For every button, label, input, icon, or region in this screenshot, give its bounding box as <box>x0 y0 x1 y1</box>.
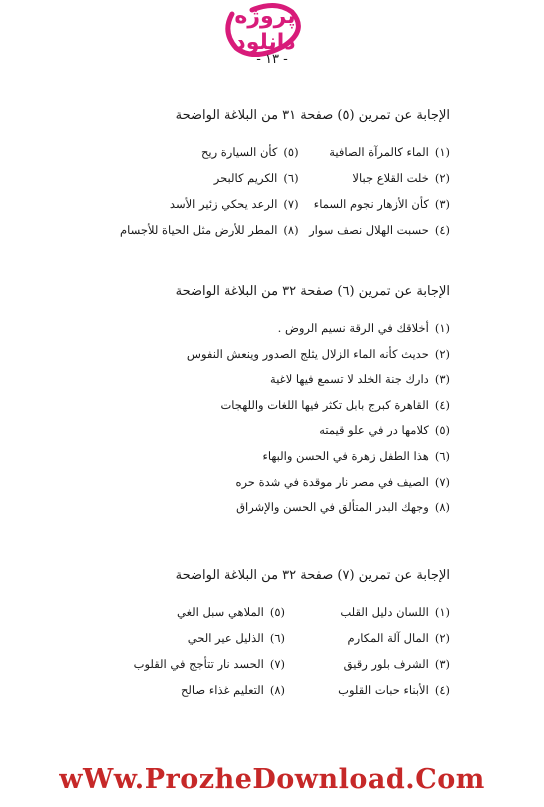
item-number: (٥) <box>283 145 299 159</box>
list-item <box>120 629 285 647</box>
list-item <box>120 655 285 673</box>
list-item <box>120 681 285 699</box>
list-item <box>285 629 450 647</box>
list-item <box>120 169 299 187</box>
list-item <box>299 221 450 239</box>
item-number: (٤) <box>434 223 450 237</box>
list-item <box>299 143 450 161</box>
item-number: (٧) <box>283 197 299 211</box>
list-item <box>120 370 450 389</box>
footer-url[interactable]: wWw.ProzheDownload.Com <box>59 764 485 795</box>
item-number: (٧) <box>434 474 450 489</box>
item-text: المال آلة المكارم <box>347 631 429 645</box>
item-text: الأبناء حبات القلوب <box>338 683 429 697</box>
item-number: (٦) <box>269 631 285 645</box>
item-text: الكريم كالبحر <box>213 171 278 185</box>
item-text: وجهك البدر المتألق في الحسن والإشراق <box>236 500 429 515</box>
item-text: الصيف في مصر نار موقدة في شدة حره <box>235 474 429 489</box>
item-text: هذا الطفل زهرة في الحسن والبهاء <box>262 448 429 463</box>
list-item <box>285 655 450 673</box>
list-item <box>120 221 299 239</box>
item-number: (٥) <box>434 423 450 438</box>
item-text: خلت القلاع جبالا <box>352 171 429 185</box>
list-item <box>120 498 450 517</box>
item-text: الذليل عير الحي <box>187 631 264 645</box>
item-text: الحسد نار تتأجج في القلوب <box>133 657 264 671</box>
list-item <box>299 169 450 187</box>
item-number: (٤) <box>434 683 450 697</box>
item-text: حسبت الهلال نصف سوار <box>309 223 429 237</box>
item-text: حديث كأنه الماء الزلال يثلج الصدور وينعش النفوس <box>186 346 429 361</box>
logo-line-1: پروژه <box>234 4 296 29</box>
list-item <box>299 195 450 213</box>
section-heading: الإجابة عن تمرين (٥) صفحة ٣١ من البلاغة الواضحة <box>175 108 450 123</box>
answer-section-3 <box>120 568 450 699</box>
item-number: (٣) <box>434 197 450 211</box>
page-number: - ١٣ - <box>256 52 288 67</box>
list-item <box>120 143 299 161</box>
item-number: (٢) <box>434 171 450 185</box>
list-item <box>120 396 450 415</box>
item-number: (٢) <box>434 631 450 645</box>
section-heading: الإجابة عن تمرين (٧) صفحة ٣٢ من البلاغة الواضحة <box>175 568 450 583</box>
list-item <box>120 447 450 466</box>
item-number: (٤) <box>434 397 450 412</box>
list-item <box>120 473 450 492</box>
item-number: (٢) <box>434 346 450 361</box>
item-number: (٣) <box>434 372 450 387</box>
list-item <box>120 195 299 213</box>
item-text: الشرف بلور رقيق <box>343 657 429 671</box>
item-number: (٦) <box>434 448 450 463</box>
list-item <box>120 319 450 338</box>
item-number: (٦) <box>283 171 299 185</box>
item-text: الماء كالمرآة الصافية <box>329 145 429 159</box>
item-text: دارك جنة الخلد لا تسمع فيها لاغية <box>270 372 429 387</box>
logo-line-2: دانلود <box>234 30 296 55</box>
item-text: كلامها در في علو قيمته <box>319 423 429 438</box>
item-number: (٧) <box>269 657 285 671</box>
list-item <box>120 603 285 621</box>
item-number: (٨) <box>434 500 450 515</box>
answer-section-1 <box>120 108 450 239</box>
item-text: الملاهي سبل الغي <box>176 605 264 619</box>
item-number: (٥) <box>269 605 285 619</box>
list-item <box>120 421 450 440</box>
item-text: القاهرة كبرج بابل تكثر فيها اللغات واللهجات <box>220 397 429 412</box>
answer-section-2 <box>120 284 450 524</box>
item-text: كأن الأزهار نجوم السماء <box>313 197 429 211</box>
item-text: الرعد يحكي زئير الأسد <box>169 197 278 211</box>
item-text: التعليم غذاء صالح <box>181 683 264 697</box>
list-item <box>120 345 450 364</box>
list-item <box>285 681 450 699</box>
list-item <box>285 603 450 621</box>
section-heading: الإجابة عن تمرين (٦) صفحة ٣٢ من البلاغة الواضحة <box>175 284 450 299</box>
item-number: (١) <box>434 321 450 335</box>
item-text: اللسان دليل القلب <box>340 605 429 619</box>
item-text: كأن السيارة ريح <box>200 145 278 159</box>
item-number: (٣) <box>434 657 450 671</box>
item-text: المطر للأرض مثل الحياة للأجسام <box>120 223 278 237</box>
item-number: (١) <box>434 145 450 159</box>
item-number: (٨) <box>283 223 299 237</box>
item-number: (٨) <box>269 683 285 697</box>
item-text: أخلاقك في الرقة نسيم الروض . <box>277 321 429 335</box>
item-number: (١) <box>434 605 450 619</box>
